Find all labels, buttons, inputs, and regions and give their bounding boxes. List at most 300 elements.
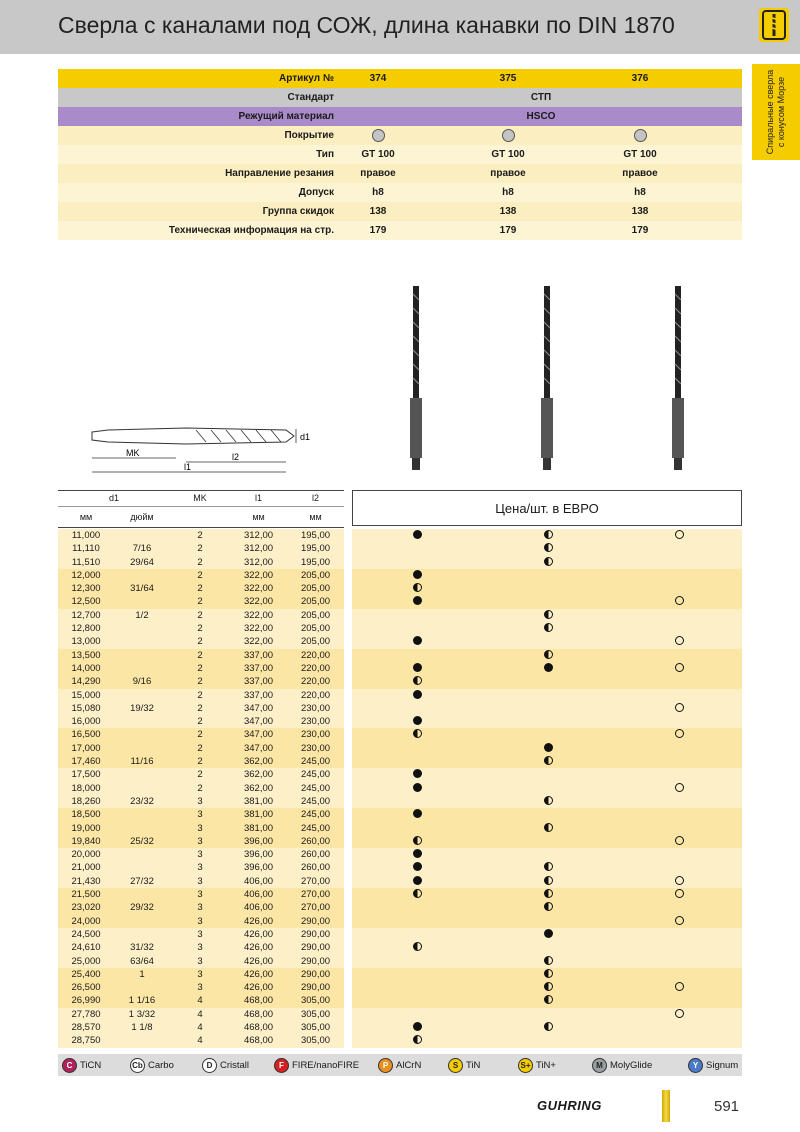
cell-d1-inch: 1 3/32 bbox=[128, 1008, 156, 1020]
cell-l1: 426,00 bbox=[243, 942, 274, 954]
cell-l1: 322,00 bbox=[243, 583, 274, 595]
stock-full-icon bbox=[413, 636, 422, 645]
cell-d1-mm: 14,000 bbox=[71, 662, 101, 674]
legend-label: Cristall bbox=[220, 1060, 250, 1072]
cell-d1-inch: 19/32 bbox=[130, 702, 154, 714]
cell-mk: 2 bbox=[197, 569, 203, 581]
cell-d1-inch: 1 bbox=[139, 968, 145, 980]
table-row bbox=[58, 1034, 742, 1047]
cell-d1-mm: 27,780 bbox=[71, 1008, 101, 1020]
cell-d1-mm: 13,500 bbox=[71, 649, 101, 661]
cell-d1-inch: 31/32 bbox=[130, 942, 154, 954]
table-row bbox=[58, 1008, 742, 1021]
cell-d1-inch: 29/32 bbox=[130, 902, 154, 914]
cell-mk: 3 bbox=[197, 928, 203, 940]
spec-value: 179 bbox=[631, 225, 649, 236]
cell-mk: 2 bbox=[197, 530, 203, 541]
coating-badge-icon: M bbox=[592, 1058, 607, 1073]
spec-row bbox=[58, 126, 742, 145]
cell-l1: 347,00 bbox=[243, 702, 274, 714]
stock-full-icon bbox=[413, 690, 422, 699]
cell-d1-mm: 16,500 bbox=[71, 729, 101, 741]
cell-mk: 3 bbox=[197, 875, 203, 887]
stock-half-icon bbox=[413, 942, 422, 951]
cell-mk: 2 bbox=[197, 596, 203, 608]
cell-mk: 2 bbox=[197, 623, 203, 635]
cell-d1-mm: 16,000 bbox=[71, 716, 101, 728]
stock-full-icon bbox=[413, 809, 422, 818]
table-row bbox=[58, 808, 742, 821]
spec-label: Режущий материал bbox=[238, 111, 334, 122]
cell-d1-mm: 21,430 bbox=[71, 875, 101, 887]
coating-badge-icon: S bbox=[448, 1058, 463, 1073]
stock-open-icon bbox=[675, 703, 684, 712]
stock-open-icon bbox=[675, 916, 684, 925]
cell-l2: 245,00 bbox=[300, 822, 331, 834]
cell-d1-mm: 17,000 bbox=[71, 742, 101, 754]
stock-half-icon bbox=[544, 982, 553, 991]
stock-half-icon bbox=[544, 623, 553, 632]
cell-l2: 245,00 bbox=[300, 809, 331, 821]
stock-half-icon bbox=[544, 862, 553, 871]
cell-d1-mm: 23,020 bbox=[71, 902, 101, 914]
drill-image-374 bbox=[410, 286, 422, 470]
cell-d1-mm: 28,750 bbox=[71, 1035, 101, 1047]
cell-d1-mm: 12,000 bbox=[71, 569, 101, 581]
cell-l1: 468,00 bbox=[243, 1035, 274, 1047]
stock-full-icon bbox=[413, 849, 422, 858]
col-d1-mm: мм bbox=[79, 512, 93, 522]
cell-l2: 290,00 bbox=[300, 942, 331, 954]
cell-d1-mm: 18,000 bbox=[71, 782, 101, 794]
coating-badge-icon: C bbox=[62, 1058, 77, 1073]
side-tab-line-1: Спиральные сверла bbox=[765, 69, 775, 155]
cell-d1-inch: 23/32 bbox=[130, 795, 154, 807]
drawing-label-mk: MK bbox=[126, 448, 140, 458]
cell-d1-mm: 17,460 bbox=[71, 756, 101, 768]
cell-d1-mm: 21,000 bbox=[71, 862, 101, 874]
stock-half-icon bbox=[544, 796, 553, 805]
cell-mk: 3 bbox=[197, 822, 203, 834]
cell-mk: 2 bbox=[197, 543, 203, 555]
stock-full-icon bbox=[413, 862, 422, 871]
stock-half-icon bbox=[544, 610, 553, 619]
spec-value: GT 100 bbox=[361, 149, 395, 160]
cell-mk: 3 bbox=[197, 809, 203, 821]
table-row bbox=[58, 955, 742, 968]
drawing-label-d1: d1 bbox=[300, 432, 311, 442]
page-number: 591 bbox=[714, 1098, 740, 1115]
cell-d1-inch: 29/64 bbox=[130, 556, 154, 568]
cell-l2: 305,00 bbox=[300, 1035, 331, 1047]
cell-l1: 337,00 bbox=[243, 649, 274, 661]
legend-item bbox=[592, 1058, 652, 1073]
cell-l1: 362,00 bbox=[243, 769, 274, 781]
cell-l2: 245,00 bbox=[300, 782, 331, 794]
side-tab[interactable] bbox=[752, 64, 800, 160]
cell-l2: 305,00 bbox=[300, 1008, 331, 1020]
cell-d1-mm: 24,500 bbox=[71, 928, 101, 940]
cell-mk: 2 bbox=[197, 676, 203, 688]
spec-value: 179 bbox=[499, 225, 517, 236]
spec-row bbox=[58, 88, 742, 107]
stock-half-icon bbox=[544, 756, 553, 765]
spec-merged-value: HSCO bbox=[526, 111, 556, 122]
spec-label: Допуск bbox=[298, 187, 334, 198]
spec-value: правое bbox=[490, 168, 526, 179]
spec-row bbox=[58, 202, 742, 221]
table-row bbox=[58, 928, 742, 941]
stock-open-icon bbox=[675, 596, 684, 605]
cell-mk: 2 bbox=[197, 609, 203, 621]
cell-l1: 347,00 bbox=[243, 716, 274, 728]
table-row bbox=[58, 742, 742, 755]
cell-l1: 322,00 bbox=[243, 569, 274, 581]
cell-l2: 205,00 bbox=[300, 569, 331, 581]
cell-l1: 337,00 bbox=[243, 689, 274, 701]
stock-half-icon bbox=[544, 1022, 553, 1031]
cell-l1: 381,00 bbox=[243, 795, 274, 807]
legend-item bbox=[448, 1058, 480, 1073]
cell-d1-inch: 31/64 bbox=[130, 583, 154, 595]
legend-label: Carbo bbox=[148, 1060, 174, 1072]
cell-mk: 2 bbox=[197, 716, 203, 728]
col-d1: d1 bbox=[108, 493, 119, 503]
cell-mk: 2 bbox=[197, 583, 203, 595]
col-l2-mm: мм bbox=[309, 512, 322, 522]
spec-row bbox=[58, 221, 742, 240]
spec-row bbox=[58, 107, 742, 126]
stock-half-icon bbox=[413, 836, 422, 845]
table-row bbox=[58, 915, 742, 928]
spec-row bbox=[58, 69, 742, 88]
cell-d1-mm: 18,500 bbox=[71, 809, 101, 821]
stock-open-icon bbox=[675, 982, 684, 991]
legend-item bbox=[202, 1058, 249, 1073]
cell-l1: 426,00 bbox=[243, 955, 274, 967]
stock-full-icon bbox=[413, 663, 422, 672]
drawing-label-l1: l1 bbox=[184, 462, 192, 472]
cell-l2: 205,00 bbox=[300, 583, 331, 595]
spec-value: 376 bbox=[631, 73, 649, 84]
cell-d1-mm: 15,080 bbox=[71, 702, 101, 714]
table-row bbox=[58, 529, 742, 542]
cell-l1: 322,00 bbox=[243, 596, 274, 608]
cell-l2: 270,00 bbox=[300, 889, 331, 901]
cell-l2: 230,00 bbox=[300, 702, 331, 714]
spec-value: h8 bbox=[502, 187, 514, 198]
table-row bbox=[58, 569, 742, 582]
cell-mk: 3 bbox=[197, 942, 203, 954]
legend-label: FIRE/nanoFIRE bbox=[292, 1060, 360, 1072]
spec-label: Покрытие bbox=[284, 130, 334, 141]
cell-l2: 245,00 bbox=[300, 795, 331, 807]
stock-open-icon bbox=[675, 783, 684, 792]
drill-logo-icon bbox=[759, 8, 789, 42]
stock-half-icon bbox=[544, 876, 553, 885]
cell-mk: 2 bbox=[197, 702, 203, 714]
cell-mk: 2 bbox=[197, 769, 203, 781]
stock-open-icon bbox=[675, 530, 684, 539]
cell-d1-mm: 25,400 bbox=[71, 968, 101, 980]
cell-d1-mm: 24,000 bbox=[71, 915, 101, 927]
cell-d1-mm: 19,000 bbox=[71, 822, 101, 834]
stock-half-icon bbox=[544, 956, 553, 965]
table-row bbox=[58, 662, 742, 675]
cell-d1-inch: 27/32 bbox=[130, 875, 154, 887]
spec-value: 179 bbox=[369, 225, 387, 236]
cell-d1-mm: 12,300 bbox=[71, 583, 101, 595]
cell-l2: 195,00 bbox=[300, 530, 331, 541]
spec-value: правое bbox=[622, 168, 658, 179]
cell-l2: 205,00 bbox=[300, 609, 331, 621]
spec-value: 375 bbox=[499, 73, 517, 84]
cell-l1: 381,00 bbox=[243, 822, 274, 834]
side-tab-line-2: с конусом Морзе bbox=[776, 76, 786, 148]
cell-l1: 381,00 bbox=[243, 809, 274, 821]
cell-l2: 290,00 bbox=[300, 915, 331, 927]
cell-mk: 2 bbox=[197, 662, 203, 674]
col-l1-mm: мм bbox=[252, 512, 265, 522]
coating-none-icon bbox=[580, 130, 700, 145]
price-header: Цена/шт. в ЕВРО bbox=[352, 490, 742, 526]
spec-value: h8 bbox=[372, 187, 384, 198]
cell-l1: 396,00 bbox=[243, 862, 274, 874]
table-row bbox=[58, 901, 742, 914]
cell-l2: 220,00 bbox=[300, 649, 331, 661]
stock-full-icon bbox=[544, 663, 553, 672]
spec-value: GT 100 bbox=[623, 149, 657, 160]
cell-l1: 362,00 bbox=[243, 756, 274, 768]
table-row bbox=[58, 728, 742, 741]
table-row bbox=[58, 755, 742, 768]
spec-row bbox=[58, 183, 742, 202]
coating-badge-icon: D bbox=[202, 1058, 217, 1073]
table-row bbox=[58, 649, 742, 662]
cell-d1-inch: 7/16 bbox=[132, 543, 152, 555]
cell-mk: 3 bbox=[197, 902, 203, 914]
cell-mk: 4 bbox=[197, 995, 203, 1007]
cell-mk: 3 bbox=[197, 955, 203, 967]
cell-l1: 426,00 bbox=[243, 928, 274, 940]
coating-legend bbox=[58, 1054, 742, 1076]
cell-l2: 270,00 bbox=[300, 902, 331, 914]
cell-d1-mm: 26,500 bbox=[71, 982, 101, 994]
legend-item bbox=[62, 1058, 101, 1073]
cell-l1: 312,00 bbox=[243, 530, 274, 541]
coating-circle-icon bbox=[372, 129, 385, 142]
cell-l2: 205,00 bbox=[300, 636, 331, 648]
cell-l2: 230,00 bbox=[300, 729, 331, 741]
cell-l2: 305,00 bbox=[300, 1021, 331, 1033]
table-row bbox=[58, 981, 742, 994]
stock-half-icon bbox=[544, 530, 553, 539]
brand-logo: GUHRING bbox=[537, 1098, 602, 1113]
cell-l1: 312,00 bbox=[243, 556, 274, 568]
legend-label: AlCrN bbox=[396, 1060, 422, 1072]
stock-half-icon bbox=[544, 902, 553, 911]
stock-open-icon bbox=[675, 663, 684, 672]
cell-d1-mm: 28,570 bbox=[71, 1021, 101, 1033]
product-table bbox=[58, 529, 742, 1048]
col-l2: l2 bbox=[311, 493, 319, 503]
stock-half-icon bbox=[544, 557, 553, 566]
cell-l2: 260,00 bbox=[300, 835, 331, 847]
cell-d1-inch: 1 1/8 bbox=[131, 1021, 153, 1033]
stock-open-icon bbox=[675, 729, 684, 738]
cell-l1: 426,00 bbox=[243, 968, 274, 980]
coating-badge-icon: P bbox=[378, 1058, 393, 1073]
legend-item bbox=[378, 1058, 421, 1073]
cell-l1: 322,00 bbox=[243, 609, 274, 621]
cell-mk: 2 bbox=[197, 729, 203, 741]
drill-drawing bbox=[86, 418, 316, 480]
stock-half-icon bbox=[413, 1035, 422, 1044]
stock-full-icon bbox=[413, 530, 422, 539]
spec-label: Артикул № bbox=[279, 73, 334, 84]
stock-full-icon bbox=[413, 783, 422, 792]
cell-l2: 260,00 bbox=[300, 862, 331, 874]
coating-badge-icon: S+ bbox=[518, 1058, 533, 1073]
cell-mk: 2 bbox=[197, 742, 203, 754]
cell-l2: 220,00 bbox=[300, 662, 331, 674]
stock-half-icon bbox=[544, 889, 553, 898]
stock-full-icon bbox=[413, 769, 422, 778]
table-row bbox=[58, 702, 742, 715]
cell-l2: 205,00 bbox=[300, 623, 331, 635]
cell-l2: 205,00 bbox=[300, 596, 331, 608]
stock-half-icon bbox=[413, 889, 422, 898]
stock-full-icon bbox=[413, 1022, 422, 1031]
cell-l2: 230,00 bbox=[300, 742, 331, 754]
cell-l1: 426,00 bbox=[243, 915, 274, 927]
cell-l1: 468,00 bbox=[243, 1021, 274, 1033]
cell-d1-mm: 12,700 bbox=[71, 609, 101, 621]
table-row bbox=[58, 941, 742, 954]
stock-full-icon bbox=[544, 743, 553, 752]
table-row bbox=[58, 994, 742, 1007]
footer-bar bbox=[662, 1090, 670, 1122]
table-row bbox=[58, 795, 742, 808]
cell-l2: 195,00 bbox=[300, 543, 331, 555]
spec-label: Тип bbox=[316, 149, 334, 160]
stock-half-icon bbox=[413, 676, 422, 685]
drill-images bbox=[400, 280, 740, 480]
cell-d1-mm: 25,000 bbox=[71, 955, 101, 967]
cell-l2: 260,00 bbox=[300, 849, 331, 861]
table-row bbox=[58, 782, 742, 795]
coating-badge-icon: Y bbox=[688, 1058, 703, 1073]
col-d1-inch: дюйм bbox=[130, 512, 154, 522]
cell-l1: 426,00 bbox=[243, 982, 274, 994]
table-row bbox=[58, 556, 742, 569]
col-l1: l1 bbox=[254, 493, 262, 503]
cell-d1-inch: 1 1/16 bbox=[128, 995, 156, 1007]
cell-mk: 2 bbox=[197, 556, 203, 568]
cell-d1-mm: 12,500 bbox=[71, 596, 101, 608]
legend-label: Signum bbox=[706, 1060, 739, 1072]
table-row bbox=[58, 768, 742, 781]
cell-l2: 220,00 bbox=[300, 689, 331, 701]
cell-l1: 396,00 bbox=[243, 835, 274, 847]
table-row bbox=[58, 635, 742, 648]
cell-mk: 4 bbox=[197, 1008, 203, 1020]
spec-row bbox=[58, 145, 742, 164]
cell-l2: 245,00 bbox=[300, 769, 331, 781]
coating-badge-icon: Cb bbox=[130, 1058, 145, 1073]
table-row bbox=[58, 582, 742, 595]
spec-merged-value: СТП bbox=[530, 92, 552, 103]
cell-mk: 4 bbox=[197, 1035, 203, 1047]
cell-l1: 347,00 bbox=[243, 742, 274, 754]
coating-badge-icon: F bbox=[274, 1058, 289, 1073]
legend-item bbox=[274, 1058, 359, 1073]
cell-mk: 3 bbox=[197, 915, 203, 927]
stock-half-icon bbox=[413, 583, 422, 592]
cell-mk: 3 bbox=[197, 795, 203, 807]
table-row bbox=[58, 622, 742, 635]
cell-d1-mm: 15,000 bbox=[71, 689, 101, 701]
table-header bbox=[58, 490, 344, 526]
table-row bbox=[58, 861, 742, 874]
table-row bbox=[58, 822, 742, 835]
cell-l1: 337,00 bbox=[243, 662, 274, 674]
cell-l1: 406,00 bbox=[243, 902, 274, 914]
cell-mk: 3 bbox=[197, 849, 203, 861]
cell-d1-mm: 24,610 bbox=[71, 942, 101, 954]
cell-d1-mm: 11,110 bbox=[72, 543, 100, 555]
cell-mk: 2 bbox=[197, 756, 203, 768]
coating-circle-icon bbox=[502, 129, 515, 142]
spec-label: Техническая информация на стр. bbox=[168, 225, 334, 236]
table-row bbox=[58, 888, 742, 901]
coating-circle-icon bbox=[634, 129, 647, 142]
cell-l1: 362,00 bbox=[243, 782, 274, 794]
legend-item bbox=[688, 1058, 738, 1073]
legend-label: TiCN bbox=[80, 1060, 102, 1072]
stock-full-icon bbox=[413, 716, 422, 725]
page-title: Сверла с каналами под СОЖ, длина канавки по DIN 1870 bbox=[58, 12, 675, 38]
stock-open-icon bbox=[675, 836, 684, 845]
cell-mk: 3 bbox=[197, 982, 203, 994]
legend-item bbox=[130, 1058, 174, 1073]
cell-d1-mm: 12,800 bbox=[71, 623, 101, 635]
stock-open-icon bbox=[675, 1009, 684, 1018]
cell-l1: 337,00 bbox=[243, 676, 274, 688]
table-row bbox=[58, 595, 742, 608]
spec-value: 138 bbox=[631, 206, 649, 217]
cell-l1: 347,00 bbox=[243, 729, 274, 741]
table-row bbox=[58, 835, 742, 848]
cell-mk: 3 bbox=[197, 835, 203, 847]
spec-label: Группа скидок bbox=[262, 206, 334, 217]
legend-label: MolyGlide bbox=[610, 1060, 653, 1072]
table-row bbox=[58, 968, 742, 981]
cell-l1: 468,00 bbox=[243, 995, 274, 1007]
cell-d1-inch: 11/16 bbox=[130, 756, 154, 768]
cell-d1-inch: 63/64 bbox=[130, 955, 154, 967]
cell-l2: 270,00 bbox=[300, 875, 331, 887]
cell-l2: 290,00 bbox=[300, 982, 331, 994]
spec-row bbox=[58, 164, 742, 183]
stock-half-icon bbox=[413, 729, 422, 738]
spec-value: GT 100 bbox=[491, 149, 525, 160]
cell-d1-mm: 19,840 bbox=[71, 835, 101, 847]
spec-label: Направление резания bbox=[225, 168, 334, 179]
spec-value: h8 bbox=[634, 187, 646, 198]
table-row bbox=[58, 675, 742, 688]
cell-mk: 3 bbox=[197, 889, 203, 901]
